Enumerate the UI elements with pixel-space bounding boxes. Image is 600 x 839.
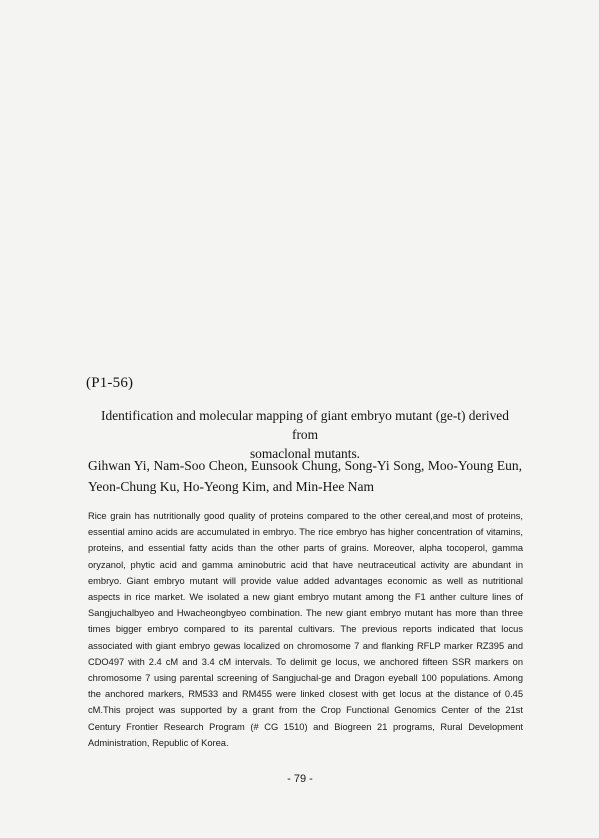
page-number: - 79 - [287, 773, 313, 785]
authors-line-2: Yeon-Chung Ku, Ho-Yeong Kim, and Min-Hee Nam [88, 479, 374, 494]
abstract-line: aspects in rice market. We isolated a new giant embryo mutant among the F1 anther culture lines of [88, 592, 523, 603]
authors-line-1: Gihwan Yi, Nam-Soo Cheon, Eunsook Chung, Song-Yi Song, Moo-Young Eun, [88, 458, 522, 473]
abstract-code: (P1-56) [86, 375, 134, 391]
author-list [88, 455, 522, 497]
abstract-line: Administration, Republic of Korea. [88, 737, 229, 748]
abstract-line: Rice grain has nutritionally good quality of proteins compared to the other cereal,and most of proteins, [88, 511, 523, 521]
abstract-line: oryzanol, phytic acid and gamma aminobutric acid that have neutraceutical activity are abundant in [88, 559, 523, 570]
abstract-line: Sangjuchalbyeo and Hwacheongbyeo combination. The new giant embryo mutant has more than three [88, 608, 523, 619]
abstract-body [88, 508, 523, 751]
abstract-line: proteins, and essential fatty acids than the other parts of grains. Moreover, alpha tocoperol, gamma [88, 543, 523, 554]
abstract-line: chromosome 7 using parental screening of Sangjuchal-ge and Dragon eyeball 100 populations. Among [88, 673, 523, 684]
abstract-line: embryo. Giant embryo mutant will provide value added advantages economic as well as nutritional [88, 575, 523, 586]
title-line-2: somaclonal mutants. [249, 446, 361, 461]
abstract-line: cM.This project was supported by a grant from the Crop Functional Genomics Center of the 21st [88, 705, 523, 716]
abstract-line: the anchored markers, RM533 and RM455 were linked closest with get locus at the distance of 0.45 [88, 689, 523, 700]
abstract-line: Century Frontier Research Program (# CG 1510) and Biogreen 21 programs, Rural Development [88, 721, 523, 732]
abstract-line: CDO497 with 2.4 cM and 3.4 cM intervals. To delimit ge locus, we anchored fifteen SSR markers on [88, 656, 523, 667]
abstract-line: times bigger embryo compared to its parental cultivars. The previous reports indicated that locus [88, 624, 523, 635]
title-line-1: Identification and molecular mapping of giant embryo mutant (ge-t) derived from [101, 408, 509, 442]
abstract-line: essential amino acids are accumulated in embryo. The rice embryo has higher concentration of vitamins, [88, 527, 523, 538]
abstract-line: associated with giant embryo gewas localized on chromosome 7 and flanking RFLP marker RZ395 and [88, 640, 523, 651]
